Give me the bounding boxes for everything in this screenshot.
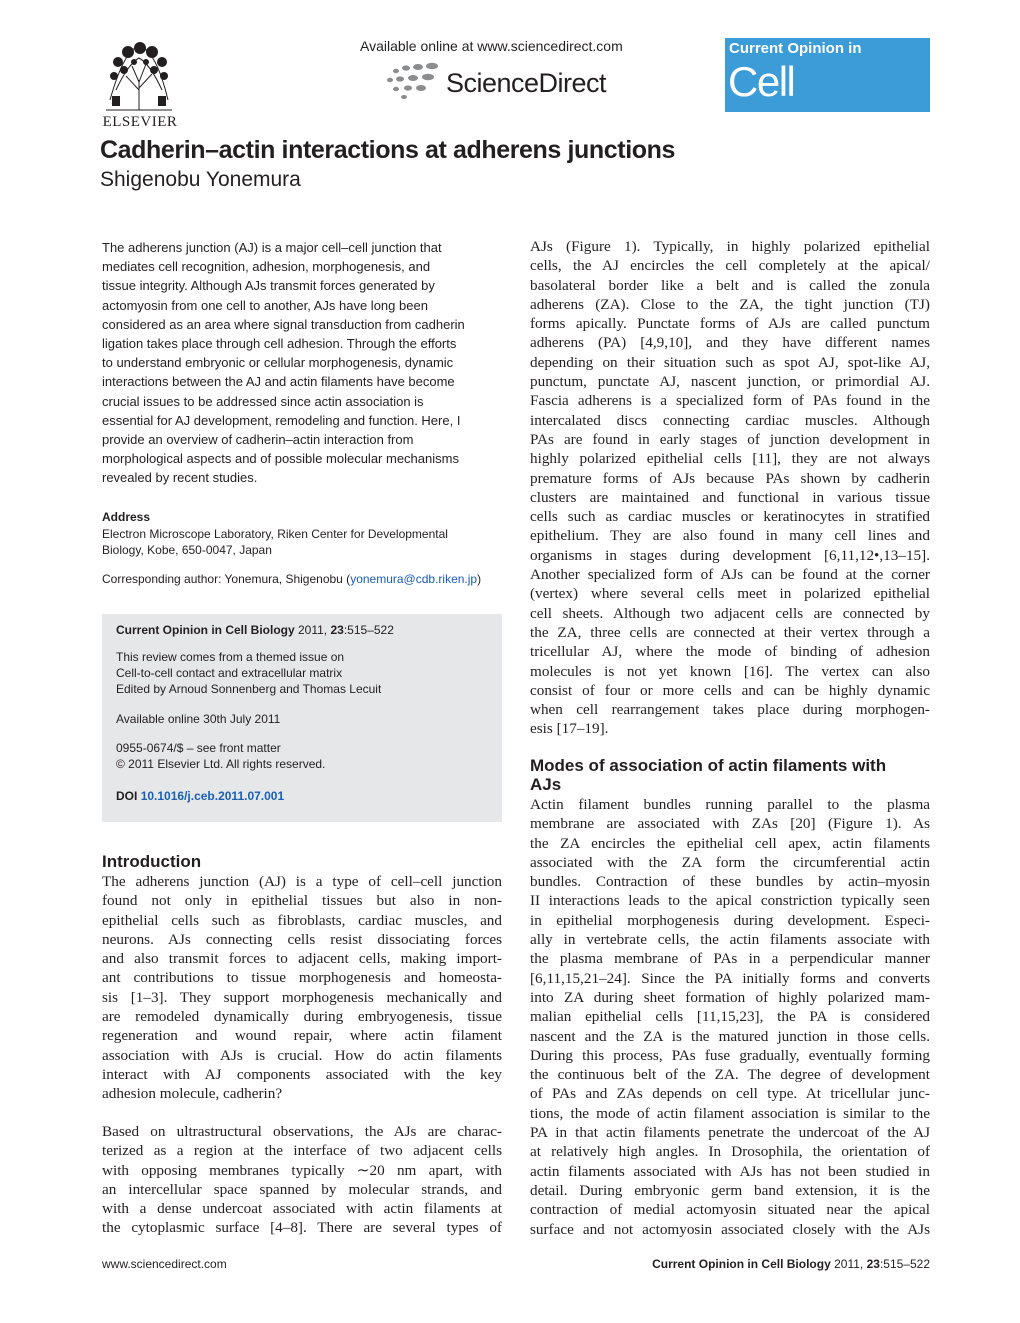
text-line: (vertex) where several cells meet in polarized epithelial [530, 585, 930, 603]
text-line: epithelial cells such as fibroblasts, cardiac muscles, and [102, 911, 502, 929]
elsevier-tree-icon [104, 40, 174, 112]
text-line: association with AJs is crucial. How do actin filaments [102, 1046, 502, 1064]
text-line: malian epithelial cells [11,15,23], the PA is considered [530, 1008, 930, 1026]
article-author: Shigenobu Yonemura [100, 168, 301, 191]
text-line: cells, the AJ encircles the cell completely at the apical/ [530, 257, 930, 275]
text-line: actin filaments associated with AJs has not been studied in [530, 1162, 930, 1180]
text-line: are remodeled dynamically during embryogenesis, tissue [102, 1008, 502, 1026]
text-line: epithelium. They are also found in many cell lines and [530, 527, 930, 545]
corresponding-prefix: Corresponding author: Yonemura, Shigenobu ( [102, 572, 351, 586]
address-text [102, 526, 448, 558]
text-line: at relatively high angles. In Drosophila, the orientation of [530, 1143, 930, 1161]
abstract-line: morphological aspects and of possible molecular mechanisms [102, 451, 459, 467]
abstract-line: crucial issues to be addressed since actin association is [102, 393, 424, 409]
text-line: Fascia adherens is a specialized form of PAs found in the [530, 392, 930, 410]
abstract-line: actomyosin from one cell to another, AJs have long been [102, 297, 428, 313]
text-line: regeneration and wound repair, where actin filament [102, 1027, 502, 1045]
intro-heading: Introduction [102, 852, 202, 871]
sciencedirect-dots-icon [386, 58, 446, 100]
article-title: Cadherin–actin interactions at adherens junctions [100, 136, 675, 164]
text-line: nascent and the ZA is the matured junction in those cells. [530, 1027, 930, 1045]
text-line: During this process, PAs fuse gradually, eventually forming [530, 1046, 930, 1064]
right-paragraph-1 [530, 237, 930, 739]
intro-paragraph-1 [102, 872, 502, 1104]
text-line: the continuous belt of the ZA. The degree of development [530, 1066, 930, 1084]
infobox-pages: :515–522 [343, 623, 394, 637]
text-line: the ZA, three cells are connected at their vertex through a [530, 623, 930, 641]
text-line: interact with AJ components associated with the key [102, 1065, 502, 1083]
text-line: into ZA during sheet formation of highly polarized mam- [530, 988, 930, 1006]
text-line: punctum, punctate AJ, nascent junction, or primordial AJ. [530, 373, 930, 391]
abstract-line: mediates cell recognition, adhesion, morphogenesis, and [102, 259, 431, 275]
text-line: an intercellular space spanned by molecular strands, and [102, 1180, 502, 1198]
abstract-line: revealed by recent studies. [102, 470, 258, 486]
text-line: basolateral border like a belt and is called the zonula [530, 276, 930, 294]
author-email-link[interactable]: yonemura@cdb.riken.jp [350, 572, 478, 586]
footer-citation [652, 1257, 930, 1271]
corresponding-suffix: ) [477, 572, 482, 586]
footer-year: 2011, [830, 1257, 867, 1271]
text-line: detail. During embryonic germ band extension, it is the [530, 1181, 930, 1199]
abstract-line: provide an overview of cadherin–actin interaction from [102, 432, 414, 448]
text-line: neurons. AJs connecting cells resist dissociating forces [102, 930, 502, 948]
text-line: tricellular AJ, where the mode of binding of adhesion [530, 643, 930, 661]
text-line: Based on ultrastructural observations, the AJs are charac- [102, 1123, 502, 1140]
text-line: forms apically. Punctate forms of AJs are called punctum [530, 315, 930, 333]
available-online-text: Available online at www.sciencedirect.com [360, 38, 623, 54]
text-line: ant contributions to tissue morphogenesis and homeosta- [102, 969, 502, 987]
abstract-line: interactions between the AJ and actin filaments have become [102, 374, 455, 390]
text-line: associated with the ZA form the circumferential actin [530, 853, 930, 871]
intro-paragraph-2 [102, 1122, 502, 1238]
text-line: PAs are found in early stages of junction development in [530, 430, 930, 448]
article-info-box [102, 614, 502, 822]
address-line: Biology, Kobe, 650-0047, Japan [102, 543, 272, 557]
text-line: tions, the mode of actin filament association is similar to the [530, 1104, 930, 1122]
infobox-issn: 0955-0674/$ – see front matter [116, 741, 281, 755]
abstract-line: considered as an area where signal transduction from cadherin [102, 316, 465, 332]
text-line: PA in that actin filaments penetrate the undercoat of the AJ [530, 1124, 930, 1142]
infobox-volume: 23 [330, 623, 344, 637]
footer-journal: Current Opinion in Cell Biology [652, 1257, 831, 1271]
text-line: adherens (PA) [4,9,10], and they have different names [530, 334, 930, 352]
text-line: the cytoplasmic surface [4–8]. There are several types of [102, 1219, 502, 1237]
text-line: with opposing membranes typically ∼20 nm apart, with [102, 1161, 502, 1179]
text-line: in epithelial morphogenesis during development. Especi- [530, 911, 930, 929]
text-line: consist of four or more cells and can be highly dynamic [530, 681, 930, 699]
infobox-year: 2011, [294, 623, 331, 637]
text-line: when cell rearrangement takes place during morphogen- [530, 701, 930, 719]
text-line: the ZA encircles the epithelial cell apex, actin filaments [530, 834, 930, 852]
text-line: found not only in epithelial tissues but also in non- [102, 892, 502, 910]
journal-banner-small: Current Opinion in [729, 40, 862, 57]
text-line: and also transmit forces to adjacent cells, making import- [102, 950, 502, 968]
text-line: highly polarized epithelial cells [11], they are not always [530, 450, 930, 468]
elsevier-logo [100, 40, 180, 132]
text-line: molecules is not yet known [16]. The vertex can also [530, 662, 930, 680]
footer-pages: :515–522 [879, 1257, 930, 1271]
publisher-name: ELSEVIER [102, 114, 178, 130]
doi-label: DOI [116, 789, 138, 803]
sciencedirect-logo[interactable] [386, 58, 626, 102]
text-line: cell sheets. Although two adjacent cells are connected by [530, 604, 930, 622]
text-line: adherens (ZA). Close to the ZA, the tight junction (TJ) [530, 295, 930, 313]
text-line: the plasma membrane of PAs in a perpendicular manner [530, 950, 930, 968]
infobox-editors: Edited by Arnoud Sonnenberg and Thomas Lecuit [116, 682, 382, 696]
text-line: esis [17–19]. [530, 720, 609, 738]
text-line: membrane are associated with ZAs [20] (Figure 1). As [530, 815, 930, 833]
abstract-line: ligation takes place through cell adhesion. Through the efforts [102, 336, 457, 352]
text-line: organisms in stages during development [6,11,12•,13–15]. [530, 546, 930, 564]
text-line: bundles. Contraction of these bundles by actin–myosin [530, 873, 930, 891]
text-line: of PAs and ZAs depends on cell type. At tricellular junc- [530, 1085, 930, 1103]
text-line: Another specialized form of AJs can be found at the corner [530, 566, 930, 584]
modes-heading [530, 756, 930, 794]
infobox-journal: Current Opinion in Cell Biology [116, 623, 295, 637]
infobox-themed-2: Cell-to-cell contact and extracellular matrix [116, 666, 343, 680]
doi-link[interactable]: 10.1016/j.ceb.2011.07.001 [140, 789, 285, 803]
address-heading: Address [102, 510, 151, 524]
sciencedirect-wordmark: ScienceDirect [446, 68, 607, 98]
abstract-line: to understand embryonic or cellular morphogenesis, dynamic [102, 355, 454, 371]
infobox-themed-1: This review comes from a themed issue on [116, 650, 345, 664]
text-line: II interactions leads to the apical constriction typically seen [530, 892, 930, 910]
footer-website[interactable]: www.sciencedirect.com [102, 1257, 227, 1271]
infobox-citation [116, 623, 394, 637]
address-line: Electron Microscope Laboratory, Riken Center for Developmental [102, 527, 448, 541]
text-line: Actin filament bundles running parallel to the plasma [530, 796, 930, 813]
infobox-doi [116, 789, 284, 803]
text-line: cells such as cardiac muscles or keratinocytes in stratified [530, 508, 930, 526]
abstract-line: tissue integrity. Although AJs transmit forces generated by [102, 278, 435, 294]
text-line: terized as a region at the interface of two adjacent cells [102, 1142, 502, 1160]
abstract [102, 238, 500, 488]
modes-paragraph [530, 795, 930, 1239]
text-line: with a dense undercoat associated with actin filaments at [102, 1200, 502, 1218]
journal-banner [725, 38, 930, 157]
text-line: premature forms of AJs because PAs shown by cadherin [530, 469, 930, 487]
text-line: AJs (Figure 1). Typically, in highly polarized epithelial [530, 238, 930, 255]
text-line: [6,11,15,21–24]. Since the PA initially forms and converts [530, 969, 930, 987]
abstract-line: The adherens junction (AJ) is a major cell–cell junction that [102, 240, 442, 255]
text-line: ally in vertebrate cells, the actin filaments associate with [530, 931, 930, 949]
text-line: adhesion molecule, cadherin? [102, 1085, 283, 1103]
text-line: sis [1–3]. They support morphogenesis mechanically and [102, 988, 502, 1006]
journal-banner-big: Cell Biology [728, 58, 856, 157]
text-line: intercalated discs connecting cardiac muscles. Although [530, 411, 930, 429]
corresponding-author [102, 572, 481, 586]
text-line: contraction of medial actomyosin situated near the apical [530, 1201, 930, 1219]
text-line: surface and not actomyosin associated closely with the AJs [530, 1220, 930, 1238]
modes-heading-line-1: Modes of association of actin filaments with [530, 756, 887, 775]
infobox-copyright: © 2011 Elsevier Ltd. All rights reserved. [116, 757, 326, 771]
footer-volume: 23 [866, 1257, 880, 1271]
text-line: The adherens junction (AJ) is a type of cell–cell junction [102, 873, 502, 890]
text-line: depending on their situation such as spot AJ, spot-like AJ, [530, 353, 930, 371]
abstract-line: essential for AJ development, remodeling and function. Here, I [102, 412, 461, 428]
modes-heading-line-2: AJs [530, 775, 562, 794]
text-line: clusters are maintained and functional in various tissue [530, 488, 930, 506]
infobox-available: Available online 30th July 2011 [116, 712, 281, 726]
